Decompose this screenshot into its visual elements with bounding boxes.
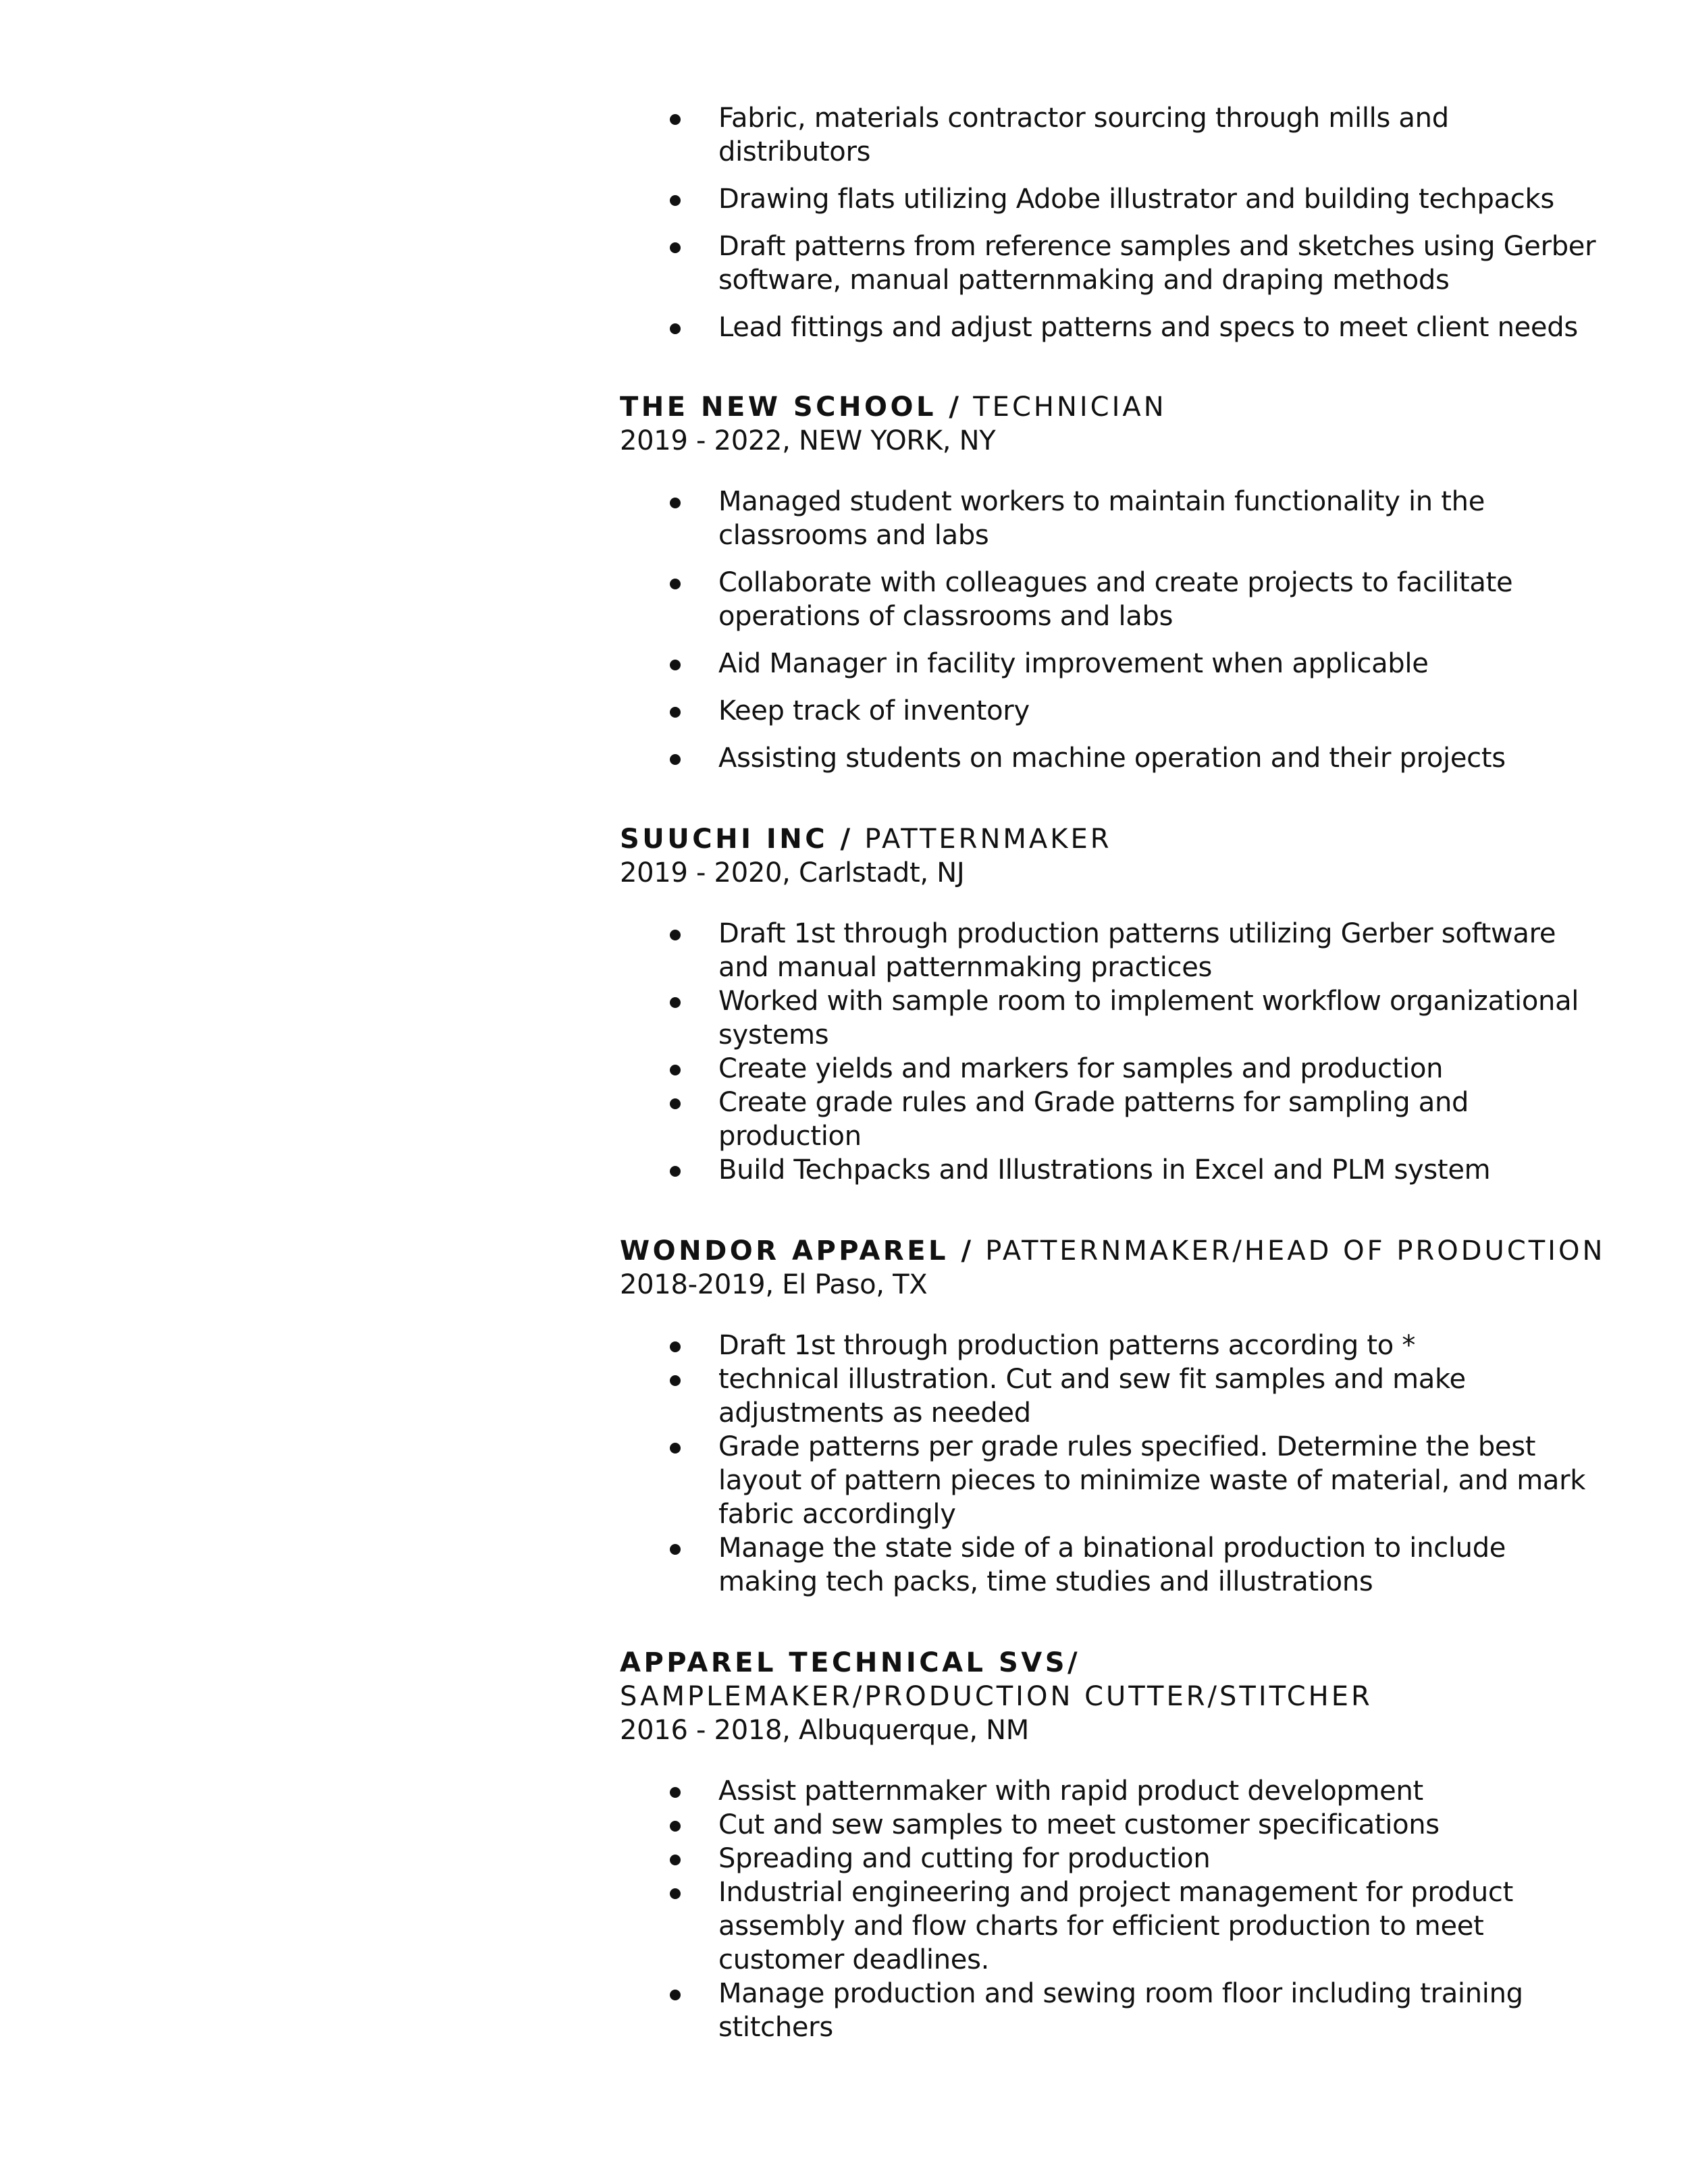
bullet-icon (670, 1341, 681, 1352)
job-bullet-list (620, 1329, 1606, 1599)
job-role: TECHNICIAN (961, 392, 1167, 423)
bullet-icon (670, 1065, 681, 1075)
job-bullet-list (620, 485, 1606, 775)
bullet-icon (670, 323, 681, 334)
list-item: Draft patterns from reference samples and sketches using Gerber software, manual patternmaking and draping methods (620, 230, 1606, 297)
list-item: Manage the state side of a binational production to include making tech packs, time studies and illustrations (620, 1531, 1606, 1599)
list-item: Collaborate with colleagues and create projects to facilitate operations of classrooms and labs (620, 566, 1606, 633)
list-item: Manage production and sewing room floor including training stitchers (620, 1977, 1606, 2044)
bullet-icon (670, 114, 681, 125)
bullet-icon (670, 1787, 681, 1798)
list-item: Assisting students on machine operation and their projects (620, 741, 1606, 775)
list-item: Lead fittings and adjust patterns and specs to meet client needs (620, 311, 1606, 344)
list-item: technical illustration. Cut and sew fit samples and make adjustments as needed (620, 1362, 1606, 1430)
company-name: WONDOR APPAREL / (620, 1235, 974, 1267)
list-item: Assist patternmaker with rapid product development (620, 1774, 1606, 1808)
list-item: Aid Manager in facility improvement when applicable (620, 647, 1606, 681)
bullet-icon (670, 1821, 681, 1832)
list-item: Industrial engineering and project management for product assembly and flow charts for efficient production to meet customer deadlines. (620, 1875, 1606, 1977)
list-item: Draft 1st through production patterns utilizing Gerber software and manual patternmaking practices (620, 917, 1606, 984)
list-item: Cut and sew samples to meet customer specifications (620, 1808, 1606, 1842)
job-dates-location: 2019 - 2022, NEW YORK, NY (620, 425, 996, 456)
list-item: Keep track of inventory (620, 694, 1606, 728)
list-item: Draft 1st through production patterns according to * (620, 1329, 1606, 1362)
job-entry-wondor (620, 1234, 1606, 1599)
job-role: SAMPLEMAKER/PRODUCTION CUTTER/STITCHER (620, 1681, 1373, 1712)
job-heading (620, 822, 1606, 856)
job-heading (620, 1646, 1498, 1713)
job-entry-apparel-technical (620, 1646, 1606, 2044)
bullet-icon (670, 1855, 681, 1865)
bullet-icon (670, 579, 681, 589)
list-item: Build Techpacks and Illustrations in Excel and PLM system (620, 1153, 1606, 1187)
list-item: Create grade rules and Grade patterns for sampling and production (620, 1086, 1606, 1153)
bullet-icon (670, 707, 681, 718)
list-item: Drawing flats utilizing Adobe illustrator and building techpacks (620, 182, 1606, 216)
intro-bullet-list (620, 101, 1606, 358)
bullet-icon (670, 660, 681, 670)
job-role: PATTERNMAKER (853, 824, 1112, 855)
bullet-icon (670, 1375, 681, 1386)
bullet-icon (670, 1888, 681, 1899)
bullet-icon (670, 195, 681, 206)
list-item: Worked with sample room to implement workflow organizational systems (620, 984, 1606, 1052)
job-role: PATTERNMAKER/HEAD OF PRODUCTION (974, 1235, 1606, 1267)
company-name: THE NEW SCHOOL / (620, 392, 962, 423)
company-name: APPAREL TECHNICAL SVS/ (620, 1647, 1081, 1678)
job-bullet-list (620, 1774, 1606, 2044)
list-item: Fabric, materials contractor sourcing through mills and distributors (620, 101, 1606, 169)
list-item: Spreading and cutting for production (620, 1842, 1606, 1875)
job-heading (620, 1234, 1606, 1268)
bullet-icon (670, 1098, 681, 1109)
job-dates-location: 2018-2019, El Paso, TX (620, 1269, 928, 1300)
company-name: SUUCHI INC / (620, 824, 853, 855)
bullet-icon (670, 1990, 681, 2000)
bullet-icon (670, 754, 681, 765)
bullet-icon (670, 1544, 681, 1555)
job-bullet-list (620, 917, 1606, 1187)
list-item: Managed student workers to maintain functionality in the classrooms and labs (620, 485, 1606, 552)
job-entry-suuchi (620, 822, 1606, 1187)
job-dates-location: 2016 - 2018, Albuquerque, NM (620, 1715, 1030, 1746)
job-dates-location: 2019 - 2020, Carlstadt, NJ (620, 857, 965, 888)
bullet-icon (670, 1166, 681, 1177)
list-item: Grade patterns per grade rules specified. Determine the best layout of pattern pieces to minimize waste of material, and mark fabric accordingly (620, 1430, 1606, 1531)
bullet-icon (670, 242, 681, 253)
bullet-icon (670, 997, 681, 1008)
job-heading (620, 390, 1606, 424)
job-entry-new-school (620, 390, 1606, 789)
list-item: Create yields and markers for samples and production (620, 1052, 1606, 1086)
bullet-icon (670, 498, 681, 508)
bullet-icon (670, 930, 681, 940)
bullet-icon (670, 1443, 681, 1454)
